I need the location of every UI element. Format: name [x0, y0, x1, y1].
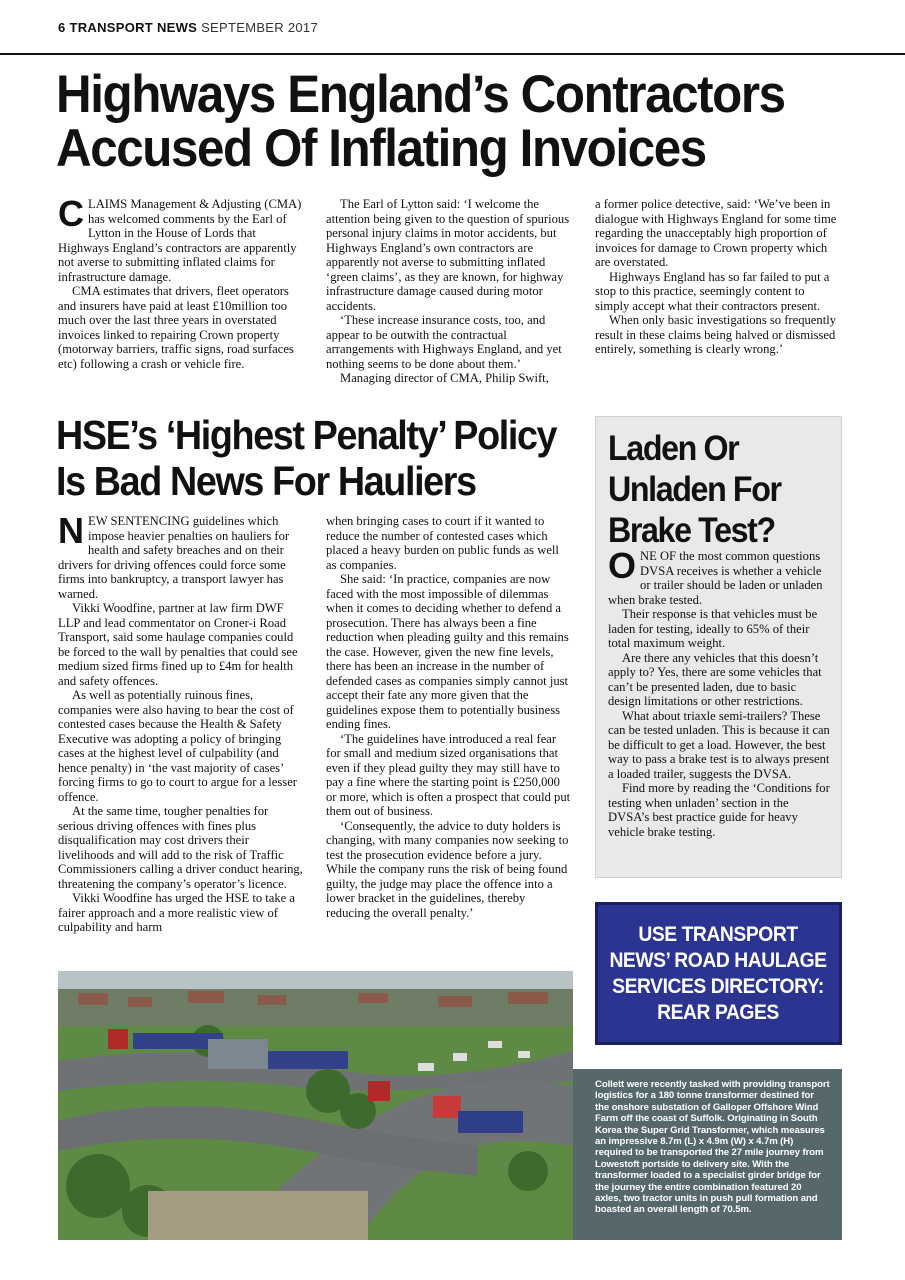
article2-headline-line2: Is Bad News For Hauliers: [56, 458, 476, 504]
article3-headline-line2: Unladen For: [608, 470, 781, 509]
article1-column-3: [595, 197, 841, 357]
article2-paragraph: Vikki Woodfine has urged the HSE to take a fairer approach and a more realistic view of culpability and harm: [58, 891, 296, 934]
article1-paragraph: CLAIMS Management & Adjusting (CMA) has welcomed comments by the Earl of Lytton in the House of Lords that Highways England’s contractors are apparently not averse to submitting inflated claims for infrastructure damage.: [58, 193, 302, 284]
article2-paragraph: ‘Consequently, the advice to duty holders is changing, with many companies now seeking to test the prosecution evidence before a jury. While the company runs the risk of being found guilty, the judge may place the offence into a lower bracket in the guidelines, thereby reducing the overall penalty.’: [326, 818, 569, 920]
article2-headline: [56, 412, 556, 504]
article3-paragraph: Their response is that vehicles must be laden for testing, ideally to 65% of their total maximum weight.: [608, 607, 818, 650]
article1-dropcap: C: [58, 193, 84, 234]
article1-headline: [56, 65, 785, 178]
photo-caption: Collett were recently tasked with providing transport logistics for a 180 tonne transformer destined for the onshore substation of Galloper Offshore Wind Farm off the coast of Suffolk. Originating in South Korea the Super Grid Transformer, which measures an impressive 8.7m (L) x 4.9m (W) x 4.7m (H) required to be transported the 27 mile journey from Lowestoft portside to delivery site. With the transformer loaded to a specialist girder bridge for the journey the entire combination featured 20 axles, two tractor units in push pull formation and boasted an overall length of 70.5m.: [573, 1069, 842, 1240]
article3-headline-line3: Brake Test?: [608, 511, 775, 550]
article3-paragraph: What about triaxle semi-trailers? These can be tested unladen. This is because it can be difficult to get a load. However, the best way to pass a brake test is to always present a loaded trailer, suggests the DVSA.: [608, 708, 830, 781]
article1-column-1: [58, 193, 304, 371]
directory-promo-text: USE TRANSPORT NEWS’ ROAD HAULAGE SERVICES DIRECTORY: REAR PAGES: [609, 922, 828, 1024]
article2-column-1: [58, 510, 304, 935]
article3-paragraph: Find more by reading the ‘Conditions for testing when unladen’ section in the DVSA’s best practice guide for heavy vehicle brake testing.: [608, 781, 830, 839]
article2-paragraph: As well as potentially ruinous fines, companies were also having to bear the cost of contested cases because the Health & Safety Executive was adopting a policy of bringing cases at the highest level of culpability (and hence penalty) in ‘the vast majority of cases’ forcing firms to go to court to argue for a lesser offence.: [58, 688, 297, 804]
article1-paragraph: CMA estimates that drivers, fleet operators and insurers have paid at least £10million too much over the last three years in overstated invoices linked to repairing Crown property (motorway barriers, traffic signs, road surfaces etc) following a crash or vehicle fire.: [58, 284, 294, 371]
article1-paragraph: ‘These increase insurance costs, too, and appear to be outwith the contractual arrangements with Highways England, and yet nothing seems to be done about them.’: [326, 313, 562, 371]
article1-column-2: [326, 197, 572, 386]
article3-dropcap: O: [608, 545, 637, 586]
publication-name: TRANSPORT NEWS: [69, 20, 198, 35]
article3-paragraph: ONE OF the most common questions DVSA receives is whether a vehicle or trailer should be laden or unladen when brake tested.: [608, 545, 823, 607]
article2-paragraph: She said: ‘In practice, companies are now faced with the most impossible of dilemmas when it comes to deciding whether to defend a prosecution. There has always been a fine reduction when pleading guilty and this remains the case. However, given the new fine levels, there has been an increase in the number of defended cases as companies simply cannot just accept their fate any more given that the guidelines expose them to potentially business ending fines.: [326, 572, 569, 731]
article1-headline-line1: Highways England’s Contractors: [56, 65, 785, 124]
article2-paragraph: ‘The guidelines have introduced a real fear for small and medium sized organisations that even if they plead guilty they may still have to pay a fine where the starting point is £250,000 or more, which is often a prospect that could put them out of business.: [326, 731, 571, 818]
article2-column-2: [326, 514, 572, 920]
article1-paragraph: When only basic investigations so frequently result in these claims being halved or dismissed entirely, something is clearly wrong.’: [595, 313, 836, 356]
article2-paragraph: Vikki Woodfine, partner at law firm DWF LLP and lead commentator on Croner-i Road Transport, said some haulage companies could be forced to the wall by penalties that could see medium sized firms fined up to £4m for health and safety offences.: [58, 601, 298, 688]
page-number: 6: [58, 20, 66, 35]
article2-headline-line1: HSE’s ‘Highest Penalty’ Policy: [56, 412, 557, 458]
article1-paragraph: Managing director of CMA, Philip Swift,: [340, 371, 549, 385]
convoy-photo: [58, 971, 573, 1240]
article1-paragraph: The Earl of Lytton said: ‘I welcome the attention being given to the question of spurious personal injury claims in motor accidents, but Highways England’s own contractors are apparently not averse to submitting inflated ‘green claims’, as they are known, for highway infrastructure damage caused during motor accidents.: [326, 197, 570, 313]
convoy-photo-illustration: [58, 971, 573, 1240]
article1-paragraph: Highways England has so far failed to put a stop to this practice, seemingly content to simply accept what their contractors present.: [595, 269, 830, 313]
article3-body: [608, 545, 832, 839]
article2-paragraph: when bringing cases to court if it wanted to reduce the number of contested cases which placed a heavy burden on public funds as well as companies.: [326, 514, 559, 572]
header-rule: [0, 53, 905, 55]
page-header: [58, 20, 318, 35]
article2-dropcap: N: [58, 510, 84, 551]
article2-paragraph: NEW SENTENCING guidelines which impose heavier penalties on hauliers for health and safety breaches and on their drivers for driving offences could force some firms into bankruptcy, a transport lawyer has warned.: [58, 510, 290, 601]
article2-paragraph: At the same time, tougher penalties for serious driving offences with fines plus disqualification may cost drivers their livelihoods and will add to the risk of Traffic Commissioners calling a driver conduct hearing, threatening the company’s operator’s licence.: [58, 804, 303, 891]
article3-headline-line1: Laden Or: [608, 429, 739, 468]
article1-headline-line2: Accused Of Inflating Invoices: [56, 119, 706, 178]
directory-promo-box[interactable]: [595, 902, 842, 1045]
article3-headline: [608, 428, 781, 551]
article3-paragraph: Are there any vehicles that this doesn’t apply to? Yes, there are some vehicles that can’t be presented laden, due to basic design limitations or other restrictions.: [608, 650, 822, 708]
article1-paragraph: a former police detective, said: ‘We’ve been in dialogue with Highways England for some time regarding the unacceptably high proportion of invoices for damage to Crown property which are overstated.: [595, 197, 837, 269]
issue-date: SEPTEMBER 2017: [201, 20, 318, 35]
